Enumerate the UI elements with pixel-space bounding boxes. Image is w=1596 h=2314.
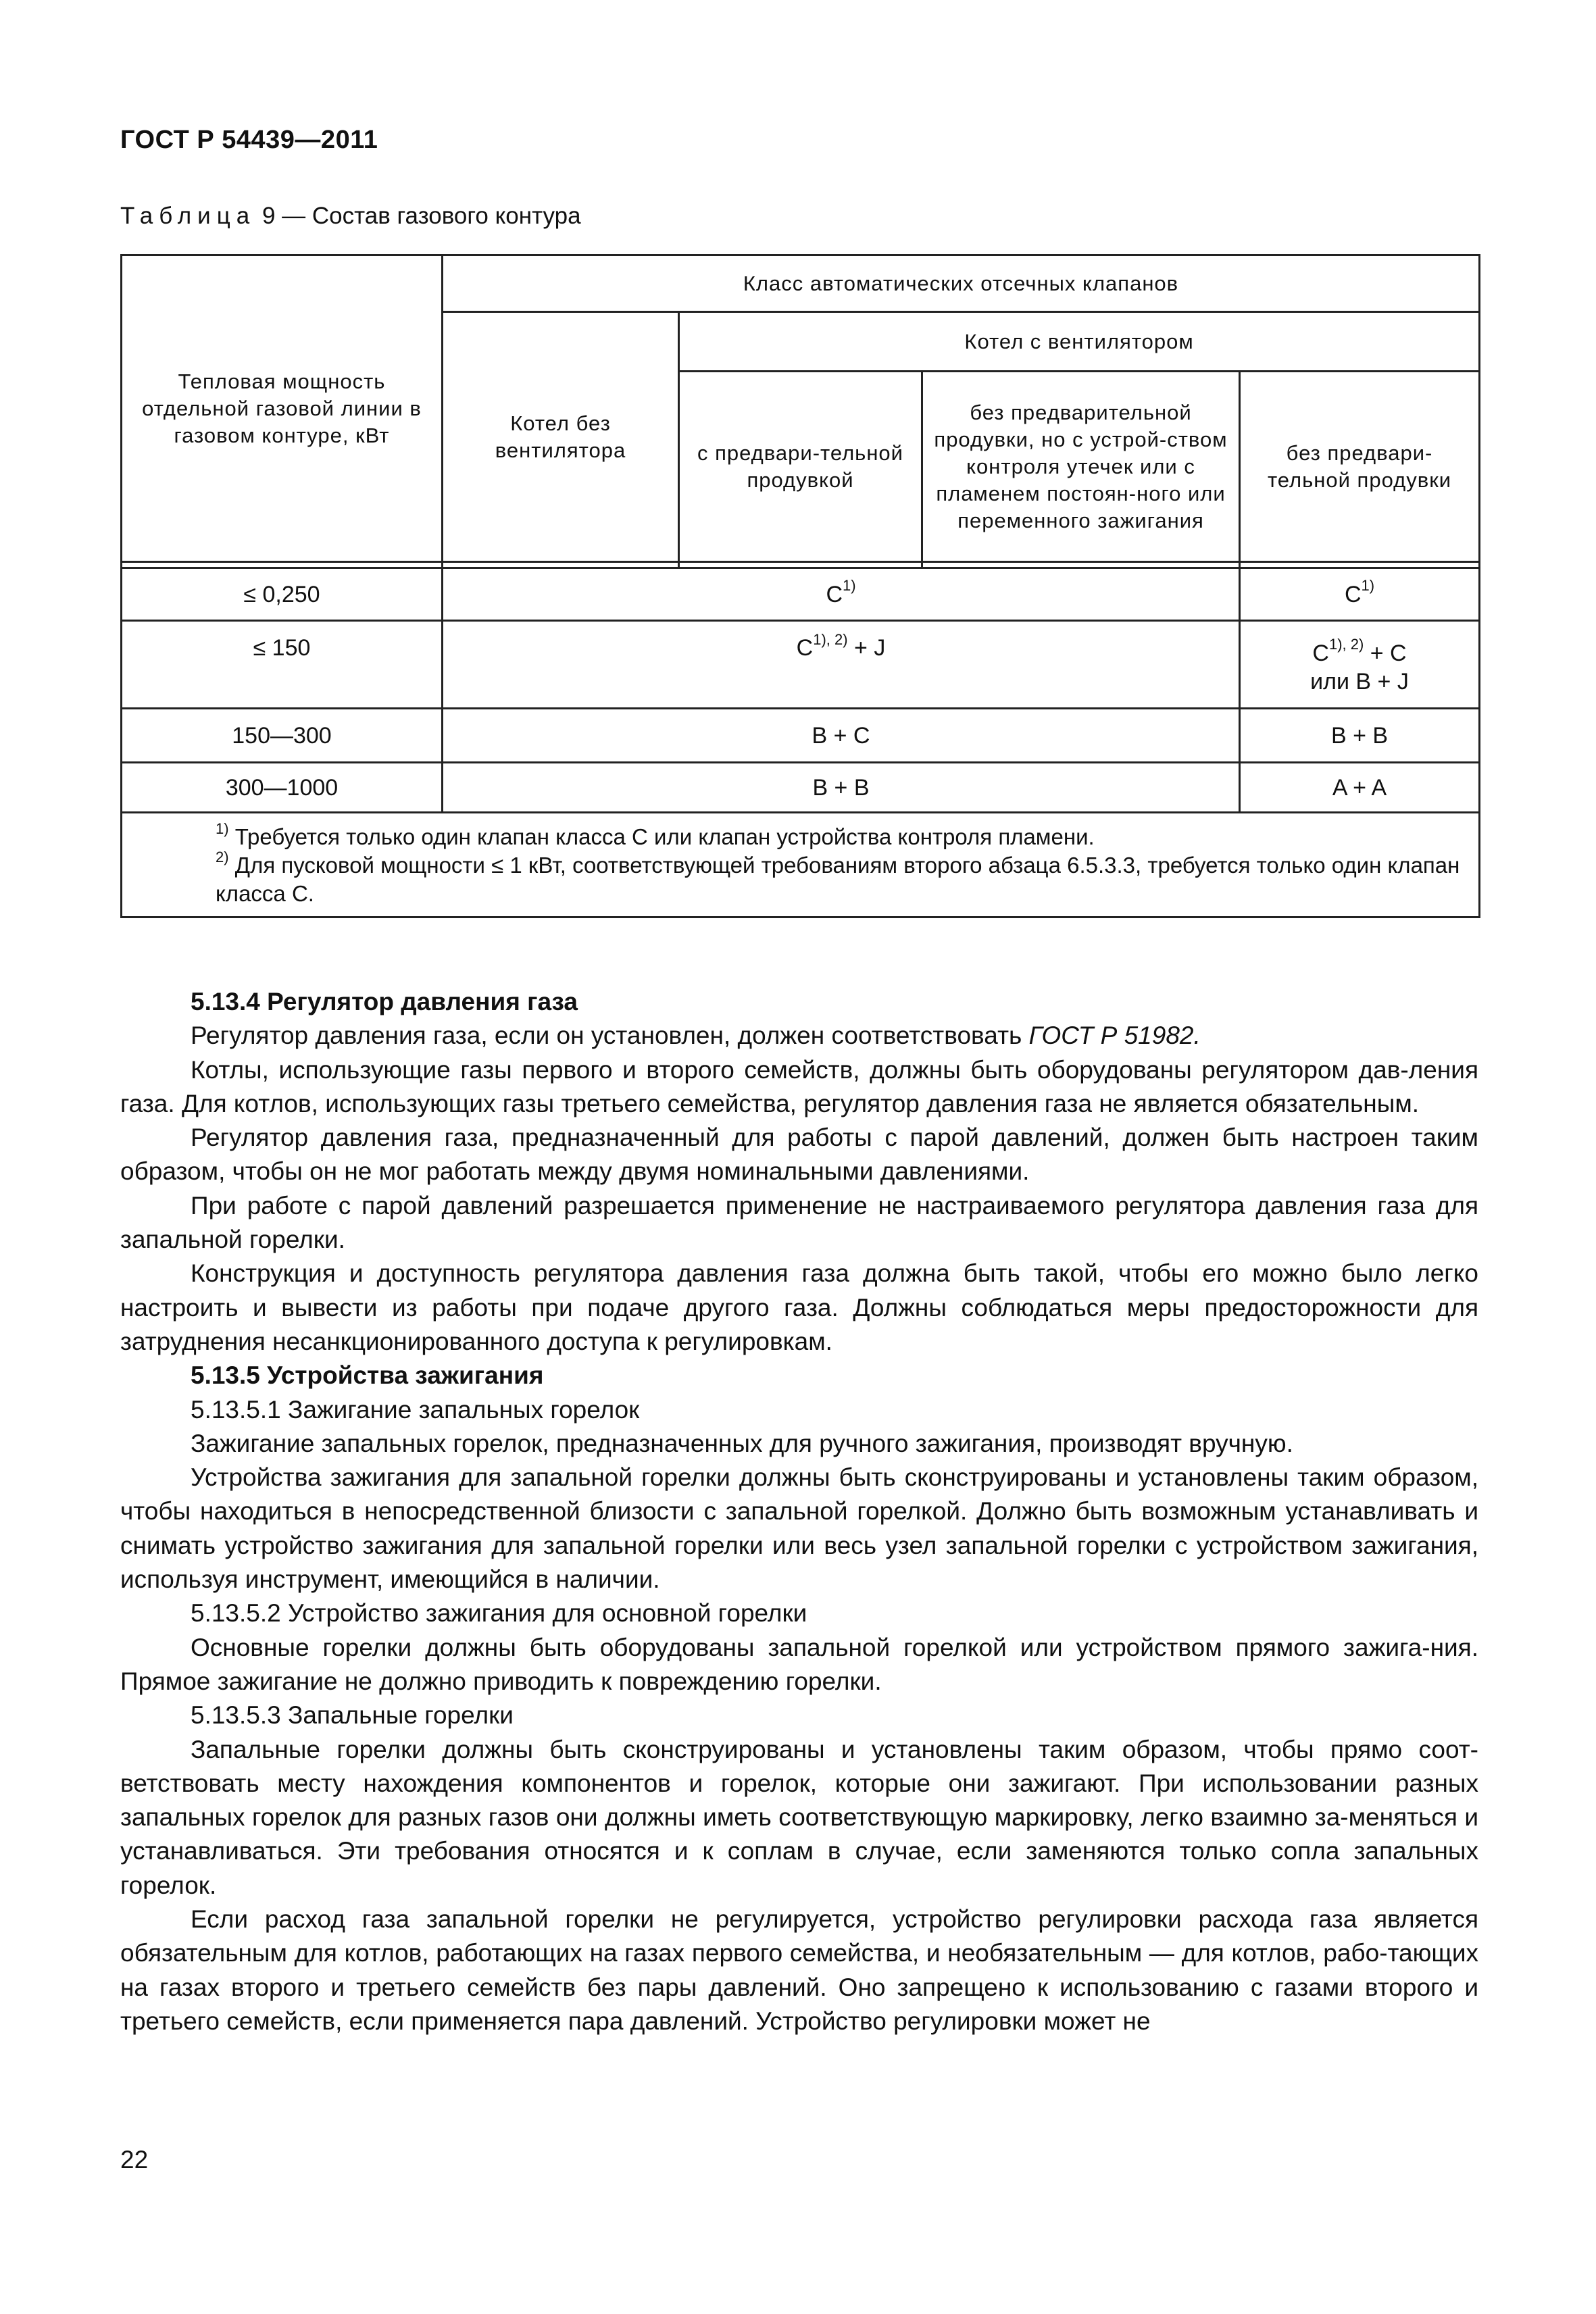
paragraph: Устройства зажигания для запальной горелки должны быть сконструированы и установлены таким образом, чтобы находиться в непосредственной близости с запальной горелкой. Должно быть возможным устанавливать и снимать устройство зажигания для запальной горелки или весь узел запальной горелки с устройством зажигания, используя инструмент, имеющийся в наличии. — [120, 1463, 1478, 1594]
standard-header: ГОСТ Р 54439—2011 — [120, 126, 378, 154]
valve-class-cell: $C^{1)}$ — [443, 568, 1240, 621]
section-heading: 5.13.4 Регулятор давления газа — [191, 988, 578, 1015]
table-row — [122, 763, 1480, 813]
table-notes-row — [122, 813, 1480, 917]
table-note-1: $^{1)}$ Требуется только один клапан класса C или клапан устройства контроля пламени. — [216, 820, 1095, 849]
valve-class-no-prepurge-cell: B + B — [1240, 709, 1480, 763]
paragraph: Конструкция и доступность регулятора давления газа должна быть такой, чтобы его можно было легко настроить и вывести из работы при подаче другого газа. Должны соблюдаться меры предосторожности для затруднения несанкционированного доступа к регулировкам. — [120, 1259, 1478, 1355]
power-cell: 300—1000 — [122, 763, 443, 813]
paragraph: Регулятор давления газа, если он установлен, должен соответствовать ГОСТ Р 51982. — [191, 1022, 1201, 1050]
power-cell: 150—300 — [122, 709, 443, 763]
valve-class-cell: B + B — [443, 763, 1240, 813]
paragraph: Основные горелки должны быть оборудованы запальной горелкой или устройством прямого зажига-ния. Прямое зажигание не должно приводить к повреждению горелки. — [120, 1633, 1478, 1695]
table-note-2: $^{2)}$ Для пусковой мощности ≤ 1 кВт, соответствующей требованиям второго абзаца 6.5.3.3, требуется только один клапан класса C. — [216, 849, 1460, 906]
gas-circuit-table — [120, 254, 1480, 918]
section-heading: 5.13.5 Устройства зажигания — [191, 1361, 544, 1390]
subsection-title: 5.13.5.2 Устройство зажигания для основной горелки — [191, 1599, 807, 1628]
body-text — [120, 985, 1478, 2038]
header-thermal-power: Тепловая мощность отдельной газовой линии в газовом контуре, кВт — [122, 255, 443, 562]
subsection-title: 5.13.5.1 Зажигание запальных горелок — [191, 1395, 640, 1424]
subsection-title: 5.13.5.3 Запальные горелки — [191, 1701, 514, 1730]
paragraph: Если расход газа запальной горелки не регулируется, устройство регулировки расхода газа является обязательным для котлов, работающих на газах первого семейства, и необязательным — для котлов, рабо-тающих на газах второго и третьего семейств без пары давлений. Оно запрещено к использованию с газами второго и третьего семейств, если применяется пара давлений. Устройство регулировки может не — [120, 1905, 1478, 2035]
paragraph: Зажигание запальных горелок, предназначенных для ручного зажигания, производят вручную. — [191, 1429, 1293, 1457]
paragraph: При работе с парой давлений разрешается применение не настраиваемого регулятора давления газа для запальной горелки. — [120, 1191, 1478, 1254]
paragraph: Регулятор давления газа, предназначенный для работы с парой давлений, должен быть настроен таким образом, чтобы он не мог работать между двумя номинальными давлениями. — [120, 1124, 1478, 1186]
valve-class-cell: B + C — [443, 709, 1240, 763]
power-cell: ≤ 150 — [122, 621, 443, 709]
standard-reference: ГОСТ Р 51982. — [1028, 1022, 1201, 1050]
table-row — [122, 621, 1480, 709]
paragraph: Котлы, использующие газы первого и второго семейств, должны быть оборудованы регулятором дав-ления газа. Для котлов, использующих газы третьего семейства, регулятор давления газа не является обязательным. — [120, 1055, 1478, 1117]
header-valve-class: Класс автоматических отсечных клапанов — [443, 255, 1480, 312]
valve-class-no-prepurge-cell: $C^{1)}$ — [1240, 568, 1480, 621]
table-caption — [120, 203, 581, 230]
page-number: 22 — [120, 2146, 149, 2173]
table-row — [122, 709, 1480, 763]
valve-class-no-prepurge-cell: A + A — [1240, 763, 1480, 813]
table-caption-title: 9 — Состав газового контура — [255, 203, 581, 229]
power-cell: ≤ 0,250 — [122, 568, 443, 621]
header-no-prepurge-leak-control: без предварительной продувки, но с устрой-ством контроля утечек или с пламенем постоян-ного или переменного зажигания — [922, 372, 1240, 562]
header-boiler-no-fan: Котел без вентилятора — [443, 312, 679, 562]
header-no-prepurge: без предвари-тельной продувки — [1240, 372, 1480, 562]
header-with-prepurge: с предвари-тельной продувкой — [679, 372, 922, 562]
table-row — [122, 568, 1480, 621]
valve-class-no-prepurge-cell: $C^{1), 2)} + C$ или B + J — [1240, 621, 1480, 709]
valve-class-cell: $C^{1), 2)} + J$ — [443, 621, 1240, 709]
table-caption-prefix: Таблица — [120, 203, 256, 229]
header-boiler-with-fan: Котел с вентилятором — [679, 312, 1480, 372]
paragraph: Запальные горелки должны быть сконструированы и установлены таким образом, чтобы прямо соот-ветствовать месту нахождения компонентов и горелок, которые они зажигают. При использовании разных запальных горелок для разных газов они должны иметь соответствующую маркировку, легко взаимно за-меняться и устанавливаться. Эти требования относятся и к соплам в случае, если заменяются только сопла запальных горелок. — [120, 1735, 1478, 1899]
table-notes — [122, 813, 1480, 917]
